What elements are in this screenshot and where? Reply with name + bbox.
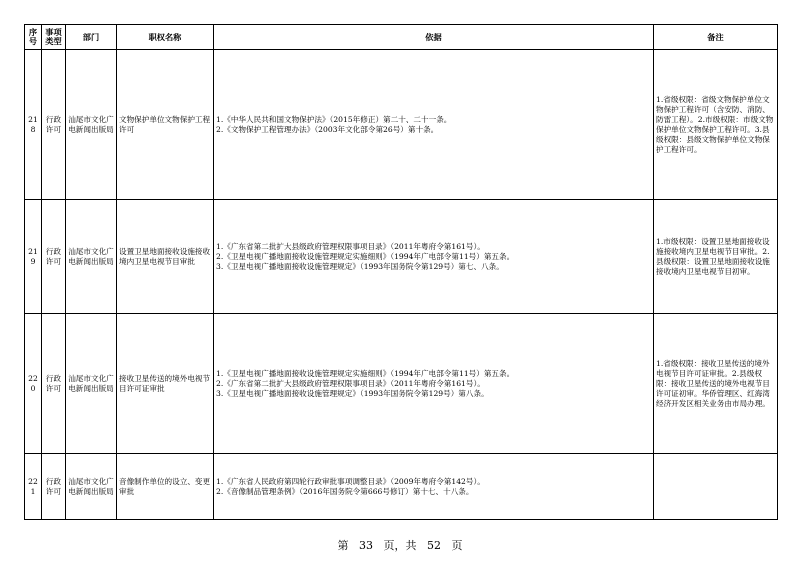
- page-label-suffix: 页: [451, 539, 463, 552]
- header-note: 备注: [654, 25, 778, 50]
- page-footer: [0, 537, 800, 553]
- table-header-row: [25, 25, 778, 50]
- row-type: 行政许可: [42, 314, 66, 454]
- table-row: [25, 454, 778, 520]
- row-name: 文物保护单位文物保护工程许可: [117, 50, 214, 200]
- basis-line: 2.《广东省第二批扩大县级政府管理权限事项目录》（2011年粤府令第161号）。: [216, 378, 485, 388]
- row-dept: 汕尾市文化广电新闻出版局: [66, 200, 117, 314]
- row-no: 218: [25, 50, 42, 200]
- row-no: 219: [25, 200, 42, 314]
- basis-line: 2.《音像制品管理条例》（2016年国务院令第666号修订）第十七、十八条。: [216, 486, 474, 496]
- row-type: 行政许可: [42, 454, 66, 520]
- basis-line: 1.《广东省人民政府第四轮行政审批事项调整目录》（2009年粤府令第142号）。: [216, 476, 485, 486]
- basis-line: 2.《文物保护工程管理办法》（2003年文化部令第26号）第十条。: [216, 124, 439, 134]
- table-row: [25, 50, 778, 200]
- header-name: 职权名称: [117, 25, 214, 50]
- header-no: 序号: [25, 25, 42, 50]
- row-name: 音像制作单位的设立、变更审批: [117, 454, 214, 520]
- row-basis: [214, 314, 654, 454]
- page-current: 33: [359, 539, 373, 552]
- row-note: 1.市级权限：设置卫星地面接收设施接收境内卫星电视节目审批。2.县级权限：设置卫星地面接收设施接收境内卫星电视节目初审。: [654, 200, 778, 314]
- basis-line: 3.《卫星电视广播地面接收设施管理规定》（1993年国务院令第129号）第七、八条。: [216, 261, 504, 271]
- row-basis: [214, 50, 654, 200]
- row-name: 设置卫星地面接收设施接收境内卫星电视节目审批: [117, 200, 214, 314]
- row-type: 行政许可: [42, 200, 66, 314]
- row-no: 221: [25, 454, 42, 520]
- header-basis: 依据: [214, 25, 654, 50]
- row-basis: [214, 454, 654, 520]
- row-dept: 汕尾市文化广电新闻出版局: [66, 50, 117, 200]
- basis-line: 1.《卫星电视广播地面接收设施管理规定实施细则》（1994年广电部令第11号）第五条。: [216, 368, 515, 378]
- row-dept: 汕尾市文化广电新闻出版局: [66, 314, 117, 454]
- row-note: 1.省级权限：省级文物保护单位文物保护工程许可（含安防、消防、防雷工程）。2.市级权限：市级文物保护单位文物保护工程许可。3.县级权限：县级文物保护单位文物保护工程许可。: [654, 50, 778, 200]
- table-row: [25, 200, 778, 314]
- basis-line: 3.《卫星电视广播地面接收设施管理规定》（1993年国务院令第129号）第八条。: [216, 388, 489, 398]
- basis-line: 1.《广东省第二批扩大县级政府管理权限事项目录》（2011年粤府令第161号）。: [216, 241, 485, 251]
- header-type: 事项类型: [42, 25, 66, 50]
- row-type: 行政许可: [42, 50, 66, 200]
- page-label-mid: 页，共: [383, 539, 417, 552]
- page-total: 52: [427, 539, 441, 552]
- row-dept: 汕尾市文化广电新闻出版局: [66, 454, 117, 520]
- header-dept: 部门: [66, 25, 117, 50]
- row-note: 1.省级权限：接收卫星传送的境外电视节目许可证审批。2.县级权限：接收卫星传送的境外电视节目许可证初审。华侨管理区、红海湾经济开发区相关业务由市局办理。: [654, 314, 778, 454]
- basis-line: 2.《卫星电视广播地面接收设施管理规定实施细则》（1994年广电部令第11号）第五条。: [216, 251, 515, 261]
- basis-line: 1.《中华人民共和国文物保护法》（2015年修正）第二十、二十一条。: [216, 114, 452, 124]
- authority-table: [24, 24, 778, 520]
- page-label-prefix: 第: [337, 539, 349, 552]
- row-name: 接收卫星传送的境外电视节目许可证审批: [117, 314, 214, 454]
- row-note: [654, 454, 778, 520]
- row-basis: [214, 200, 654, 314]
- row-no: 220: [25, 314, 42, 454]
- table-row: [25, 314, 778, 454]
